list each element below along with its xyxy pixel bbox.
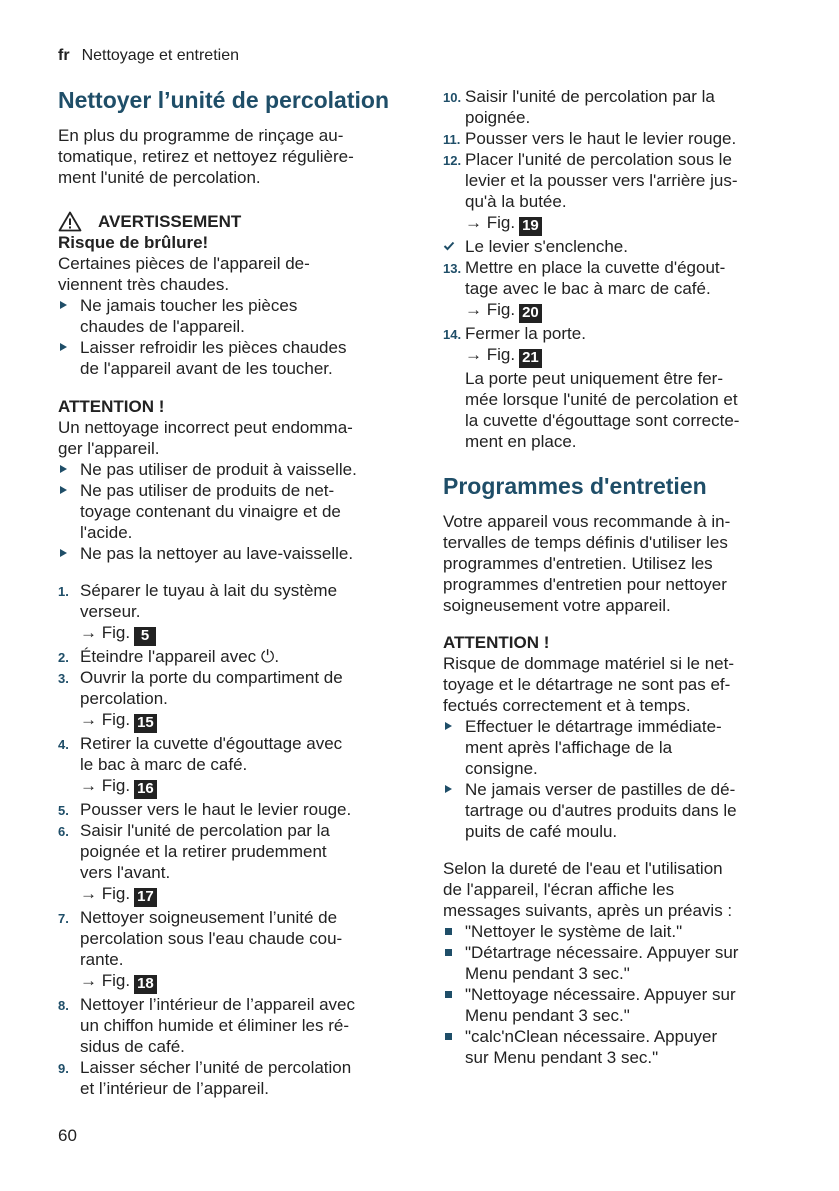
attention-box: ATTENTION ! Un nettoyage incorrect peut endomma- ger l'appareil. Ne pas utiliser de produit à vaisselle. Ne pas utiliser de produits de net- toyage contenant du vinaigre et de l'acide. Ne pas la nettoyer au lave-vaisselle.: [58, 396, 404, 564]
steps-list-continued: [443, 86, 789, 452]
programmes-intro: Votre appareil vous recommande à in- tervalles de temps définis d'utiliser les programmes d'entretien. Utilisez les programmes d'entretien pour nettoyer soigneusement votre appareil.: [443, 512, 731, 615]
step-item: 4. Retirer la cuvette d'égouttage avec le bac à marc de café. → Fig. 16: [58, 734, 343, 797]
attention-title: ATTENTION !: [443, 633, 550, 652]
step-item: 7. Nettoyer soigneusement l’unité de percolation sous l'eau chaude cou- rante. → Fig. 18: [58, 908, 343, 992]
figure-badge: 17: [134, 888, 157, 907]
attention-bullet: Ne jamais verser de pastilles de dé- tartrage ou d'autres produits dans le puits de café moulu.: [443, 779, 789, 842]
attention-title: ATTENTION !: [58, 397, 165, 416]
steps-list: [58, 580, 404, 1099]
step-item: 10. Saisir l'unité de percolation par la poignée.: [443, 87, 715, 127]
step-item: 12. Placer l'unité de percolation sous le levier et la pousser vers l'arrière jus- qu'à la butée. → Fig. 19: [443, 150, 738, 234]
warning-bullet: Ne jamais toucher les pièces chaudes de l'appareil.: [58, 295, 404, 337]
step-item: 5. Pousser vers le haut le levier rouge.: [58, 800, 352, 819]
step-item: 14. Fermer la porte. → Fig. 21 La porte peut uniquement être fer- mée lorsque l'unité de percolation et la cuvette d'égouttage sont correcte- ment en place.: [443, 324, 740, 451]
messages-section: Selon la dureté de l'eau et l'utilisation de l'appareil, l'écran affiche les messages suivants, après un préavis : "Nettoyer le système de lait." "Détartrage nécessaire. Appuyer sur Menu pendant 3 sec." "Nettoyage nécessaire. Appuyer sur Menu pendant 3 sec." "calc'nClean nécessaire. Appuyer sur Menu pendant 3 sec.": [443, 858, 789, 1068]
attention-bullet: Effectuer le détartrage immédiate- ment après l'affichage de la consigne.: [443, 716, 789, 779]
language-code: fr: [58, 47, 70, 64]
step-item: 11. Pousser vers le haut le levier rouge.: [443, 129, 737, 148]
warning-icon: [58, 211, 82, 232]
heading-programmes: Programmes d'entretien: [443, 473, 707, 499]
warning-title: AVERTISSEMENT: [98, 212, 242, 231]
figure-badge: 15: [134, 714, 157, 733]
figure-badge: 20: [519, 304, 542, 323]
heading-percolation: Nettoyer l’unité de percolation: [58, 87, 389, 113]
step-item: 9. Laisser sécher l’unité de percolation et l’intérieur de l’appareil.: [58, 1058, 352, 1098]
step-item: 6. Saisir l'unité de percolation par la poignée et la retirer prudemment vers l'avant. → Fig. 17: [58, 821, 330, 905]
intro-text: En plus du programme de rinçage au- tomatique, retirez et nettoyez régulière- ment l'unité de percolation.: [58, 126, 354, 187]
section-title: Nettoyage et entretien: [81, 47, 239, 64]
step-item: 3. Ouvrir la porte du compartiment de percolation. → Fig. 15: [58, 668, 343, 731]
result-item: Le levier s'enclenche.: [443, 236, 789, 257]
message-item: "calc'nClean nécessaire. Appuyer sur Menu pendant 3 sec.": [443, 1026, 789, 1068]
warning-bullet: Laisser refroidir les pièces chaudes de l'appareil avant de les toucher.: [58, 337, 404, 379]
warning-box: AVERTISSEMENT Risque de brûlure! Certaines pièces de l'appareil de- viennent très chaudes. Ne jamais toucher les pièces chaudes de l'appareil. Laisser refroidir les pièces chaudes de l'appareil avant de les toucher.: [58, 211, 404, 379]
attention-bullet: Ne pas la nettoyer au lave-vaisselle.: [58, 543, 404, 564]
message-item: "Détartrage nécessaire. Appuyer sur Menu pendant 3 sec.": [443, 942, 789, 984]
page-number: 60: [58, 1126, 77, 1145]
message-item: "Nettoyage nécessaire. Appuyer sur Menu pendant 3 sec.": [443, 984, 789, 1026]
warning-subtitle: Risque de brûlure!: [58, 233, 209, 252]
attention-box-2: ATTENTION ! Risque de dommage matériel si le net- toyage et le détartrage ne sont pas ef- fectués correctement et à temps. Effectuer le détartrage immédiate- ment après l'affichage de la consigne. Ne jamais verser de pastilles de dé- tartrage ou d'autres produits dans le puits de café moulu.: [443, 632, 789, 842]
figure-badge: 18: [134, 975, 157, 994]
step-item: 13. Mettre en place la cuvette d'égout- tage avec le bac à marc de café. → Fig. 20: [443, 258, 726, 321]
step-item: 8. Nettoyer l’intérieur de l’appareil avec un chiffon humide et éliminer les ré- sidus de café.: [58, 995, 355, 1056]
step-item: 2. Éteindre l'appareil avec ⏻.: [58, 647, 280, 666]
figure-badge: 21: [519, 349, 542, 368]
message-item: "Nettoyer le système de lait.": [443, 921, 789, 942]
check-icon: [443, 241, 455, 251]
figure-badge: 19: [519, 217, 542, 236]
figure-badge: 16: [134, 780, 157, 799]
step-item: 1. Séparer le tuyau à lait du système verseur. → Fig. 5: [58, 581, 338, 644]
attention-bullet: Ne pas utiliser de produits de net- toyage contenant du vinaigre et de l'acide.: [58, 480, 404, 543]
attention-bullet: Ne pas utiliser de produit à vaisselle.: [58, 459, 404, 480]
page-header: [58, 46, 239, 66]
figure-badge: 5: [134, 627, 156, 646]
